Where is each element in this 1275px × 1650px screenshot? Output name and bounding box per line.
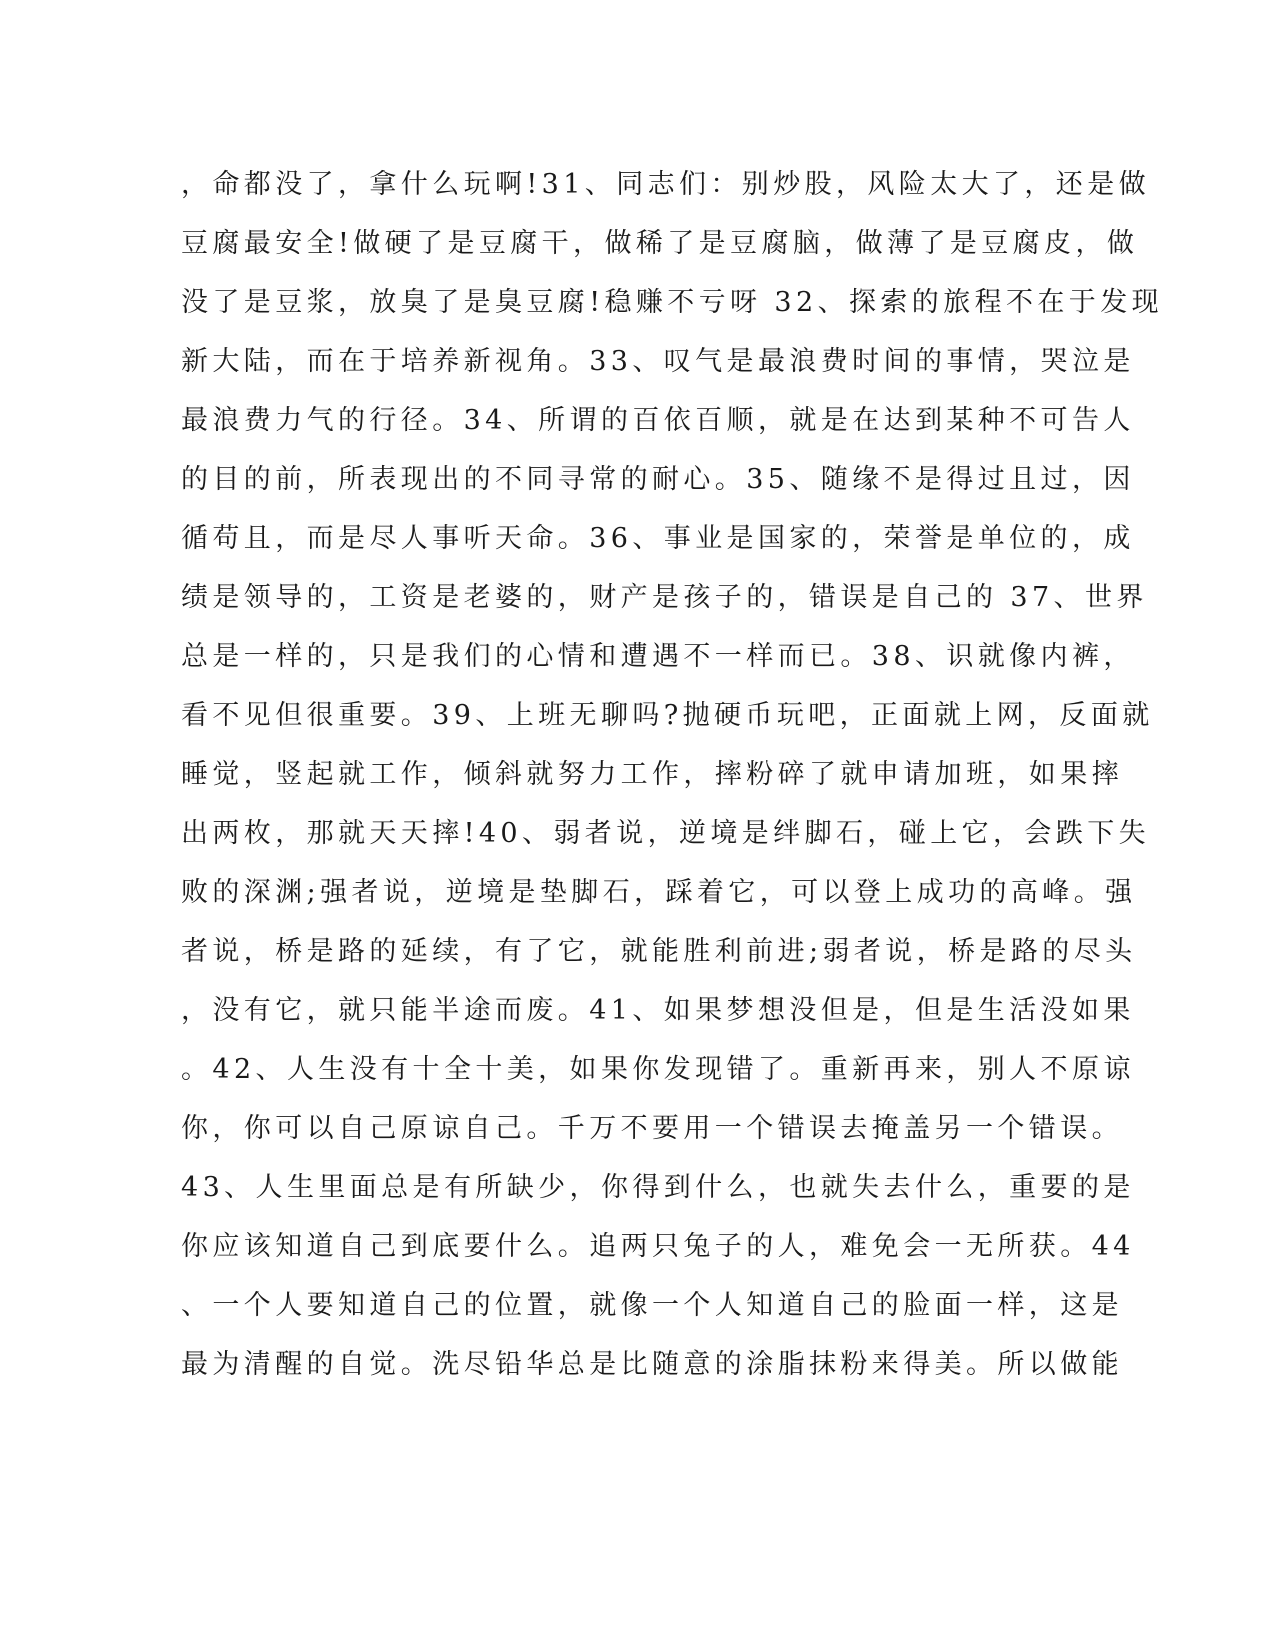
text-line: 43、人生里面总是有所缺少，你得到什么，也就失去什么，重要的是	[181, 1172, 1135, 1203]
text-line: 睡觉，竖起就工作，倾斜就努力工作，摔粉碎了就申请加班，如果摔	[181, 759, 1123, 790]
text-line: 出两枚，那就天天摔!40、弱者说，逆境是绊脚石，碰上它，会跌下失	[181, 818, 1151, 849]
text-line: 你应该知道自己到底要什么。追两只兔子的人，难免会一无所获。44	[181, 1231, 1135, 1262]
body-text	[181, 155, 1163, 1394]
text-line: ，没有它，就只能半途而废。41、如果梦想没但是，但是生活没如果	[181, 995, 1135, 1026]
text-line: ，命都没了，拿什么玩啊!31、同志们：别炒股，风险太大了，还是做	[181, 169, 1151, 200]
text-line: 的目的前，所表现出的不同寻常的耐心。35、随缘不是得过且过，因	[181, 464, 1135, 495]
text-line: 总是一样的，只是我们的心情和遭遇不一样而已。38、识就像内裤，	[181, 641, 1135, 672]
text-line: 绩是领导的，工资是老婆的，财产是孩子的，错误是自己的 37、世界	[181, 582, 1148, 613]
text-line: 你，你可以自己原谅自己。千万不要用一个错误去掩盖另一个错误。	[181, 1113, 1123, 1144]
text-line: 最为清醒的自觉。洗尽铅华总是比随意的涂脂抹粉来得美。所以做能	[181, 1349, 1123, 1380]
text-line: 最浪费力气的行径。34、所谓的百依百顺，就是在达到某种不可告人	[181, 405, 1135, 436]
text-line: 。42、人生没有十全十美，如果你发现错了。重新再来，别人不原谅	[181, 1054, 1135, 1085]
text-line: 、一个人要知道自己的位置，就像一个人知道自己的脸面一样，这是	[181, 1290, 1123, 1321]
text-line: 者说，桥是路的延续，有了它，就能胜利前进;弱者说，桥是路的尽头	[181, 936, 1137, 967]
text-line: 新大陆，而在于培养新视角。33、叹气是最浪费时间的事情，哭泣是	[181, 346, 1135, 377]
text-line: 循苟且，而是尽人事听天命。36、事业是国家的，荣誉是单位的，成	[181, 523, 1135, 554]
text-line: 看不见但很重要。39、上班无聊吗?抛硬币玩吧，正面就上网，反面就	[181, 700, 1154, 731]
text-line: 败的深渊;强者说，逆境是垫脚石，踩着它，可以登上成功的高峰。强	[181, 877, 1137, 908]
text-line: 没了是豆浆，放臭了是臭豆腐!稳赚不亏呀 32、探索的旅程不在于发现	[181, 287, 1163, 318]
text-line: 豆腐最安全!做硬了是豆腐干，做稀了是豆腐脑，做薄了是豆腐皮，做	[181, 228, 1139, 259]
